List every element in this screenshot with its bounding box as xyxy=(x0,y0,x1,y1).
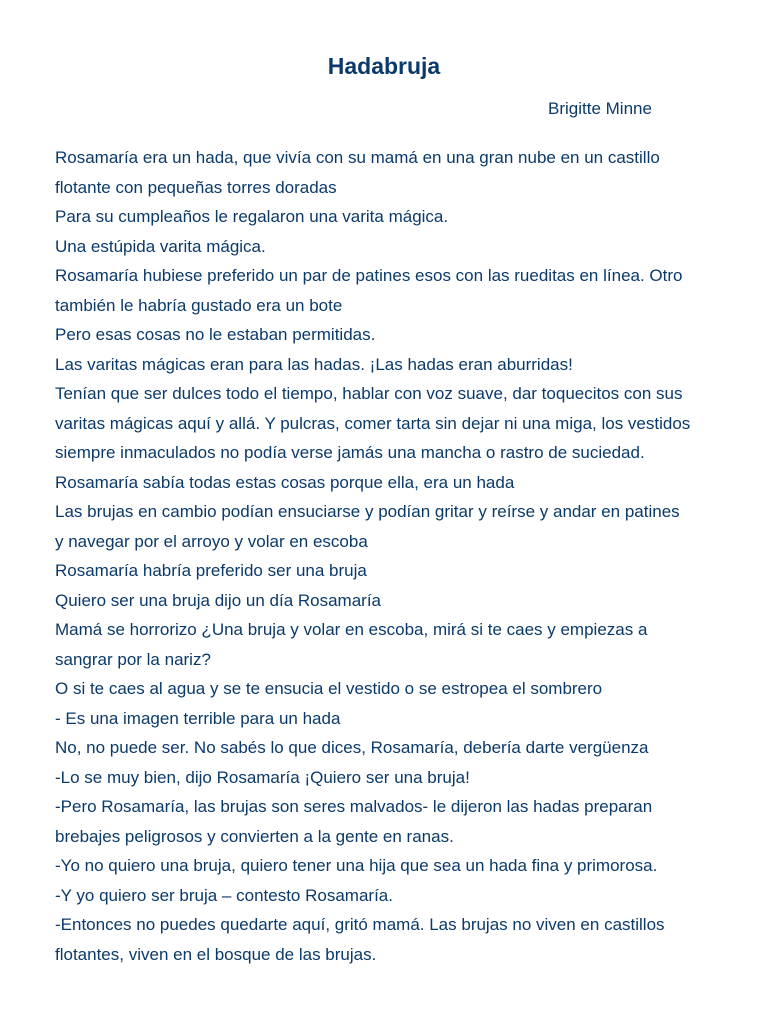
text-line: Para su cumpleaños le regalaron una varita mágica. xyxy=(55,207,449,226)
text-line: Rosamaría hubiese preferido un par de patines esos con las rueditas en línea. Otro xyxy=(55,266,683,285)
text-line: Pero esas cosas no le estaban permitidas. xyxy=(55,325,376,344)
text-line: y navegar por el arroyo y volar en escoba xyxy=(55,531,368,551)
text-line: sangrar por la nariz? xyxy=(55,649,211,669)
text-line: -Y yo quiero ser bruja – contesto Rosamaría. xyxy=(55,885,393,905)
text-line: Rosamaría era un hada, que vivía con su mamá en una gran nube en un castillo xyxy=(55,148,660,167)
text-line: siempre inmaculados no podía verse jamás una mancha o rastro de suciedad. xyxy=(55,443,645,462)
text-line: Tenían que ser dulces todo el tiempo, hablar con voz suave, dar toquecitos con sus xyxy=(55,384,683,403)
text-line: O si te caes al agua y se te ensucia el vestido o se estropea el sombrero xyxy=(55,679,603,698)
text-line: Las varitas mágicas eran para las hadas. ¡Las hadas eran aburridas! xyxy=(55,354,573,374)
text-line: -Entonces no puedes quedarte aquí, gritó mamá. Las brujas no viven en castillos xyxy=(55,915,665,934)
document-title: Hadabruja xyxy=(327,53,441,79)
text-line: Las brujas en cambio podían ensuciarse y podían gritar y reírse y andar en patines xyxy=(55,502,680,521)
text-line: varitas mágicas aquí y allá. Y pulcras, comer tarta sin dejar ni una miga, los vestidos xyxy=(55,413,691,433)
text-line: Rosamaría sabía todas estas cosas porque ella, era un hada xyxy=(55,472,515,492)
text-line: flotantes, viven en el bosque de las brujas. xyxy=(55,944,377,964)
text-line: brebajes peligrosos y convierten a la gente en ranas. xyxy=(55,826,454,846)
text-line: No, no puede ser. No sabés lo que dices, Rosamaría, debería darte vergüenza xyxy=(55,738,649,757)
story-body xyxy=(55,143,735,969)
text-line: Mamá se horrorizo ¿Una bruja y volar en escoba, mirá si te caes y empiezas a xyxy=(55,620,648,639)
text-line: - Es una imagen terrible para un hada xyxy=(55,708,341,728)
text-line: -Pero Rosamaría, las brujas son seres malvados- le dijeron las hadas preparan xyxy=(55,797,653,816)
text-line: Una estúpida varita mágica. xyxy=(55,236,266,256)
text-line: Rosamaría habría preferido ser una bruja xyxy=(55,561,367,580)
author-name: Brigitte Minne xyxy=(548,99,652,118)
text-line: Quiero ser una bruja dijo un día Rosamaría xyxy=(55,590,382,610)
text-line: -Yo no quiero una bruja, quiero tener una hija que sea un hada fina y primorosa. xyxy=(55,856,658,875)
text-line: también le habría gustado era un bote xyxy=(55,295,343,315)
text-line: -Lo se muy bien, dijo Rosamaría ¡Quiero ser una bruja! xyxy=(55,767,470,787)
text-line: flotante con pequeñas torres doradas xyxy=(55,177,337,197)
